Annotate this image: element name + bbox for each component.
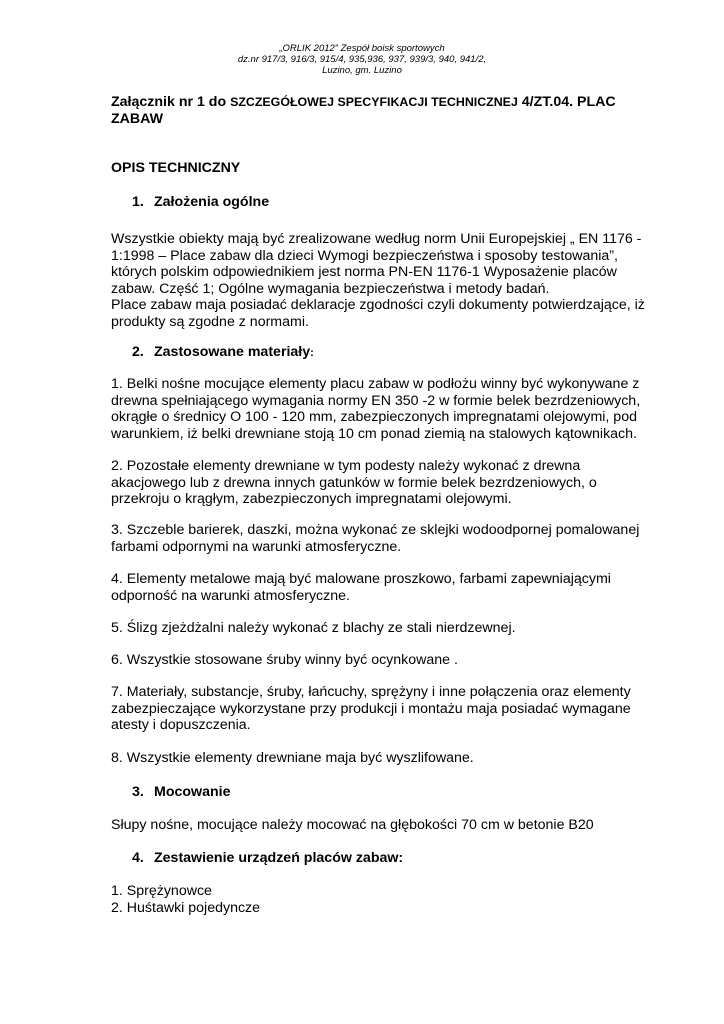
material-line: 1. Belki nośne mocujące elementy placu zabaw w podłożu winny być wykonywane z <box>111 376 640 392</box>
intro-paragraph <box>111 231 671 331</box>
title-prefix: Załącznik nr 1 do <box>111 94 231 110</box>
section-3-heading <box>132 784 230 801</box>
material-line: 7. Materiały, substancje, śruby, łańcuchy, sprężyny i inne połączenia oraz elementy <box>111 684 631 700</box>
section-2-heading <box>132 344 314 362</box>
material-item-5 <box>111 620 671 637</box>
material-line: przekroju o krągłym, zabezpieczonych impregnatami olejowymi. <box>111 491 512 508</box>
material-item-7 <box>111 684 671 734</box>
material-line: 4. Elementy metalowe mają być malowane proszkowo, farbami zapewniającymi <box>111 571 611 587</box>
section-1-heading <box>132 194 269 211</box>
title-suffix: 4/ZT.04. PLAC <box>517 94 616 110</box>
material-item-6 <box>111 652 671 669</box>
section-1-number: 1. <box>132 194 144 210</box>
material-line: 5. Ślizg zjeżdżalni należy wykonać z blachy ze stali nierdzewnej. <box>111 620 516 636</box>
material-line: 3. Szczeble barierek, daszki, można wykonać ze sklejki wodoodpornej pomalowanej <box>111 522 640 538</box>
section-2-title: Zastosowane materiały <box>154 344 311 360</box>
material-line: zabezpieczające wykorzystane przy produkcji i montażu maja posiadać wymagane <box>111 700 631 717</box>
attachment-title <box>111 94 671 127</box>
section-2-colon: : <box>310 347 314 359</box>
material-line: odporność na warunki atmosferyczne. <box>111 587 350 604</box>
material-item-4 <box>111 571 671 604</box>
intro-line: których polskim odpowiednikiem jest norma PN-EN 1176-1 Wyposażenie placów <box>111 264 617 281</box>
intro-line: produkty są zgodne z normami. <box>111 313 309 330</box>
section-3-number: 3. <box>132 784 144 800</box>
title-line-2: ZABAW <box>111 110 164 127</box>
material-line: drewna spełniającego wymagania normy EN 350 -2 w formie belek bezrdzeniowych, <box>111 392 641 409</box>
intro-line: zabaw. Część 1; Ogólne wymagania bezpieczeństwa i metody badań. <box>111 280 550 297</box>
document-body <box>111 94 671 916</box>
devices-list <box>111 883 671 916</box>
section-1-title: Założenia ogólne <box>154 194 270 210</box>
mocowanie-text: Słupy nośne, mocujące należy mocować na głębokości 70 cm w betonie B20 <box>111 817 594 833</box>
page-header <box>0 43 724 76</box>
material-item-2 <box>111 458 671 508</box>
header-line-2: dz.nr 917/3, 916/3, 915/4, 935,936, 937, 939/3, 940, 941/2, <box>237 54 487 65</box>
section-heading-opis: OPIS TECHNICZNY <box>111 160 241 176</box>
section-4-number: 4. <box>132 850 144 866</box>
material-line: warunkiem, iż belki drewniane stoją 10 cm ponad ziemią na stalowych kątownikach. <box>111 425 637 442</box>
device-list-item: 2. Huśtawki pojedyncze <box>111 899 261 916</box>
header-line-1: „ORLIK 2012” Zespół boisk sportowych <box>279 43 445 54</box>
material-line: farbami odpornymi na warunki atmosferyczne. <box>111 538 402 555</box>
material-line: okrągłe o średnicy O 100 - 120 mm, zabezpieczonych impregnatami olejowymi, pod <box>111 409 637 426</box>
intro-line: Place zabaw maja posiadać deklaracje zgodności czyli dokumenty potwierdzające, iż <box>111 297 645 314</box>
material-item-1 <box>111 376 671 442</box>
material-item-8 <box>111 750 671 767</box>
mocowanie-paragraph <box>111 817 671 834</box>
section-2-number: 2. <box>132 344 144 360</box>
material-item-3 <box>111 522 671 555</box>
material-line: akacjowego lub z drewna innych gatunków w formie belek bezrdzeniowych, o <box>111 474 597 491</box>
material-line: 6. Wszystkie stosowane śruby winny być ocynkowane . <box>111 652 458 668</box>
intro-line: Wszystkie obiekty mają być zrealizowane według norm Unii Europejskiej „ EN 1176 - <box>111 231 642 247</box>
device-list-item: 1. Sprężynowce <box>111 883 212 899</box>
section-3-title: Mocowanie <box>154 784 231 800</box>
material-line: atesty i dopuszczenia. <box>111 717 251 734</box>
section-4-title: Zestawienie urządzeń placów zabaw: <box>154 850 404 866</box>
section-4-heading <box>132 850 403 867</box>
header-line-3: Luzino, gm. Luzino <box>322 65 402 76</box>
material-line: 2. Pozostałe elementy drewniane w tym podesty należy wykonać z drewna <box>111 458 581 474</box>
title-caps: SZCZEGÓŁOWEJ SPECYFIKACJI TECHNICZNEJ <box>230 95 518 109</box>
material-line: 8. Wszystkie elementy drewniane maja być wyszlifowane. <box>111 750 474 766</box>
intro-line: 1:1998 – Place zabaw dla dzieci Wymogi bezpieczeństwa i sposoby testowania”, <box>111 247 618 264</box>
